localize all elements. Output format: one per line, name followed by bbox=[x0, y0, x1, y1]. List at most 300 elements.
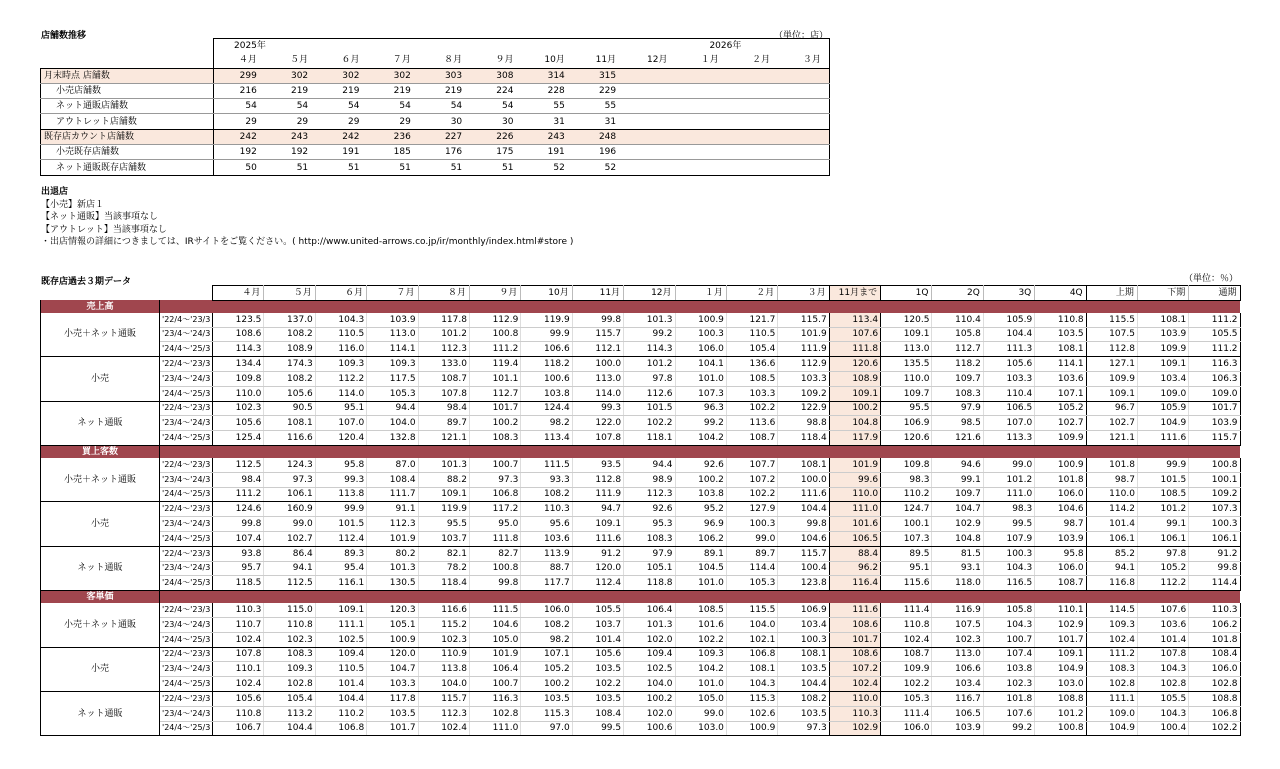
kpi-data-row bbox=[41, 546, 1241, 561]
kpi-value-cell: 100.3 bbox=[726, 517, 777, 532]
kpi-value-cell: 119.4 bbox=[469, 357, 520, 372]
kpi-value-cell: 102.9 bbox=[1035, 617, 1086, 632]
kpi-value-cell: 107.5 bbox=[1086, 327, 1137, 342]
kpi-value-cell: 100.4 bbox=[778, 561, 829, 576]
section-bar bbox=[160, 591, 1241, 604]
kpi-value-cell: 112.3 bbox=[418, 706, 469, 721]
store-count-cell: 243 bbox=[521, 129, 572, 144]
kpi-value-cell: 102.4 bbox=[1086, 632, 1137, 647]
kpi-value-cell: 108.7 bbox=[726, 431, 777, 446]
kpi-value-cell: 89.7 bbox=[418, 416, 469, 431]
kpi-value-cell: 101.6 bbox=[675, 617, 726, 632]
kpi-value-cell: 110.4 bbox=[932, 313, 983, 327]
kpi-value-cell: 112.5 bbox=[213, 458, 264, 472]
kpi-value-cell: 112.1 bbox=[572, 342, 623, 357]
kpi-value-cell: 111.2 bbox=[1189, 313, 1240, 327]
kpi-value-cell: 110.9 bbox=[418, 647, 469, 662]
kpi-value-cell: 100.8 bbox=[1189, 458, 1240, 472]
kpi-value-cell: 108.6 bbox=[213, 327, 264, 342]
kpi-value-cell: 96.7 bbox=[1086, 401, 1137, 416]
header-blank bbox=[41, 53, 214, 68]
kpi-value-cell: 103.3 bbox=[367, 677, 418, 692]
kpi-value-cell: 102.4 bbox=[213, 677, 264, 692]
kpi-value-cell: 111.8 bbox=[829, 342, 880, 357]
kpi-value-cell: 118.1 bbox=[624, 431, 675, 446]
column-header: ２月 bbox=[726, 286, 777, 301]
kpi-value-cell: 108.1 bbox=[778, 647, 829, 662]
kpi-value-cell: 103.9 bbox=[1035, 531, 1086, 546]
kpi-value-cell: 103.7 bbox=[418, 531, 469, 546]
kpi-value-cell: 109.8 bbox=[213, 371, 264, 386]
store-count-cell: 30 bbox=[419, 114, 470, 129]
kpi-value-cell: 88.4 bbox=[829, 546, 880, 561]
kpi-value-cell: 112.4 bbox=[315, 531, 366, 546]
kpi-value-cell: 117.5 bbox=[367, 371, 418, 386]
kpi-value-cell: 111.4 bbox=[881, 603, 932, 617]
kpi-value-cell: 104.4 bbox=[264, 721, 315, 736]
kpi-data-row bbox=[41, 561, 1241, 576]
kpi-value-cell: 113.8 bbox=[418, 662, 469, 677]
group-label: ネット通販 bbox=[41, 401, 160, 445]
kpi-value-cell: 102.3 bbox=[264, 632, 315, 647]
kpi-value-cell: 99.2 bbox=[675, 416, 726, 431]
kpi-value-cell: 95.8 bbox=[1035, 546, 1086, 561]
kpi-value-cell: 100.3 bbox=[675, 327, 726, 342]
kpi-value-cell: 106.0 bbox=[521, 603, 572, 617]
kpi-value-cell: 113.8 bbox=[315, 487, 366, 502]
kpi-value-cell: 123.8 bbox=[778, 576, 829, 591]
period-label: '24/4～'25/3 bbox=[160, 487, 213, 502]
kpi-value-cell: 112.2 bbox=[315, 371, 366, 386]
kpi-data-row bbox=[41, 342, 1241, 357]
group-label: ネット通販 bbox=[41, 546, 160, 590]
kpi-value-cell: 104.9 bbox=[1086, 721, 1137, 736]
kpi-value-cell: 106.9 bbox=[778, 603, 829, 617]
period-label: '24/4～'25/3 bbox=[160, 721, 213, 736]
kpi-value-cell: 109.9 bbox=[1035, 431, 1086, 446]
kpi-value-cell: 99.8 bbox=[778, 517, 829, 532]
kpi-value-cell: 115.5 bbox=[1086, 313, 1137, 327]
kpi-value-cell: 114.5 bbox=[1086, 603, 1137, 617]
kpi-value-cell: 115.2 bbox=[418, 617, 469, 632]
period-label: '23/4～'24/3 bbox=[160, 371, 213, 386]
column-header: 12月 bbox=[624, 286, 675, 301]
kpi-value-cell: 100.2 bbox=[675, 472, 726, 487]
month-header: 12月 bbox=[624, 53, 675, 68]
kpi-value-cell: 95.4 bbox=[315, 561, 366, 576]
store-count-cell bbox=[727, 68, 778, 83]
store-count-cell bbox=[624, 114, 675, 129]
kpi-value-cell: 106.8 bbox=[315, 721, 366, 736]
kpi-value-cell: 93.8 bbox=[213, 546, 264, 561]
kpi-value-cell: 105.1 bbox=[367, 617, 418, 632]
kpi-value-cell: 113.0 bbox=[367, 327, 418, 342]
kpi-value-cell: 110.8 bbox=[1035, 313, 1086, 327]
kpi-value-cell: 104.3 bbox=[315, 313, 366, 327]
store-count-cell: 196 bbox=[573, 145, 624, 160]
column-header: 10月 bbox=[521, 286, 572, 301]
kpi-value-cell: 95.0 bbox=[469, 517, 520, 532]
column-header: ５月 bbox=[264, 286, 315, 301]
period-label: '23/4～'24/3 bbox=[160, 662, 213, 677]
store-count-cell: 52 bbox=[521, 160, 572, 175]
column-header: ６月 bbox=[315, 286, 366, 301]
kpi-value-cell: 89.5 bbox=[881, 546, 932, 561]
store-count-cell: 219 bbox=[367, 83, 418, 98]
kpi-value-cell: 110.4 bbox=[983, 386, 1034, 401]
kpi-value-cell: 82.7 bbox=[469, 546, 520, 561]
column-header: 上期 bbox=[1086, 286, 1137, 301]
kpi-value-cell: 115.3 bbox=[521, 706, 572, 721]
kpi-value-cell: 101.5 bbox=[315, 517, 366, 532]
kpi-value-cell: 104.2 bbox=[675, 431, 726, 446]
kpi-value-cell: 99.8 bbox=[469, 576, 520, 591]
kpi-value-cell: 108.5 bbox=[1137, 487, 1188, 502]
year-cell bbox=[316, 39, 367, 54]
kpi-value-cell: 111.0 bbox=[983, 487, 1034, 502]
kpi-value-cell: 95.7 bbox=[213, 561, 264, 576]
kpi-value-cell: 101.2 bbox=[1035, 706, 1086, 721]
kpi-value-cell: 105.1 bbox=[624, 561, 675, 576]
kpi-value-cell: 109.1 bbox=[572, 517, 623, 532]
kpi-value-cell: 103.9 bbox=[1189, 416, 1240, 431]
kpi-value-cell: 106.9 bbox=[881, 416, 932, 431]
store-count-cell: 54 bbox=[470, 99, 521, 114]
group-label: 小売＋ネット通販 bbox=[41, 603, 160, 647]
kpi-value-cell: 108.2 bbox=[264, 371, 315, 386]
kpi-value-cell: 111.0 bbox=[829, 502, 880, 517]
kpi-value-cell: 116.5 bbox=[983, 576, 1034, 591]
kpi-value-cell: 101.4 bbox=[315, 677, 366, 692]
kpi-value-cell: 102.8 bbox=[1137, 677, 1188, 692]
kpi-value-cell: 120.3 bbox=[367, 603, 418, 617]
kpi-value-cell: 111.1 bbox=[315, 617, 366, 632]
kpi-value-cell: 124.3 bbox=[264, 458, 315, 472]
kpi-value-cell: 111.8 bbox=[469, 531, 520, 546]
store-count-cell: 54 bbox=[367, 99, 418, 114]
kpi-value-cell: 110.3 bbox=[521, 502, 572, 517]
section-title: 売上高 bbox=[41, 300, 160, 313]
kpi-value-cell: 105.6 bbox=[264, 386, 315, 401]
store-count-table bbox=[40, 38, 830, 176]
kpi-value-cell: 104.8 bbox=[932, 531, 983, 546]
kpi-value-cell: 101.9 bbox=[367, 531, 418, 546]
kpi-value-cell: 119.9 bbox=[418, 502, 469, 517]
kpi-value-cell: 115.6 bbox=[881, 576, 932, 591]
kpi-value-cell: 95.3 bbox=[624, 517, 675, 532]
kpi-value-cell: 105.6 bbox=[213, 691, 264, 706]
kpi-value-cell: 102.8 bbox=[469, 706, 520, 721]
kpi-value-cell: 106.0 bbox=[1035, 561, 1086, 576]
kpi-section-header bbox=[41, 300, 1241, 313]
kpi-value-cell: 112.3 bbox=[367, 517, 418, 532]
month-header: ８月 bbox=[419, 53, 470, 68]
kpi-value-cell: 98.8 bbox=[778, 416, 829, 431]
kpi-value-cell: 103.9 bbox=[932, 721, 983, 736]
kpi-value-cell: 127.9 bbox=[726, 502, 777, 517]
kpi-value-cell: 97.9 bbox=[932, 401, 983, 416]
kpi-value-cell: 104.0 bbox=[624, 677, 675, 692]
kpi-value-cell: 114.4 bbox=[726, 561, 777, 576]
kpi-value-cell: 100.9 bbox=[367, 632, 418, 647]
kpi-value-cell: 114.0 bbox=[315, 386, 366, 401]
kpi-data-row bbox=[41, 603, 1241, 617]
store-count-cell: 191 bbox=[521, 145, 572, 160]
kpi-value-cell: 107.6 bbox=[983, 706, 1034, 721]
kpi-value-cell: 105.5 bbox=[1189, 327, 1240, 342]
kpi-value-cell: 103.5 bbox=[778, 662, 829, 677]
kpi-value-cell: 104.6 bbox=[778, 531, 829, 546]
kpi-value-cell: 102.2 bbox=[572, 677, 623, 692]
kpi-value-cell: 100.7 bbox=[983, 632, 1034, 647]
kpi-value-cell: 121.7 bbox=[726, 313, 777, 327]
kpi-value-cell: 108.8 bbox=[1035, 691, 1086, 706]
kpi-value-cell: 100.9 bbox=[1035, 458, 1086, 472]
kpi-value-cell: 118.0 bbox=[932, 576, 983, 591]
kpi-value-cell: 110.8 bbox=[881, 617, 932, 632]
kpi-value-cell: 109.3 bbox=[675, 647, 726, 662]
kpi-value-cell: 94.1 bbox=[1086, 561, 1137, 576]
kpi-value-cell: 101.7 bbox=[469, 401, 520, 416]
kpi-value-cell: 100.7 bbox=[469, 458, 520, 472]
kpi-value-cell: 112.3 bbox=[624, 487, 675, 502]
kpi-value-cell: 114.4 bbox=[1189, 576, 1240, 591]
kpi-value-cell: 101.0 bbox=[675, 576, 726, 591]
kpi-value-cell: 98.5 bbox=[932, 416, 983, 431]
kpi-value-cell: 113.0 bbox=[881, 342, 932, 357]
store-count-cell: 299 bbox=[214, 68, 265, 83]
kpi-value-cell: 82.1 bbox=[418, 546, 469, 561]
kpi-value-cell: 102.4 bbox=[881, 632, 932, 647]
kpi-value-cell: 94.6 bbox=[932, 458, 983, 472]
kpi-value-cell: 130.5 bbox=[367, 576, 418, 591]
kpi-value-cell: 105.6 bbox=[572, 647, 623, 662]
store-count-cell bbox=[675, 99, 726, 114]
kpi-value-cell: 115.7 bbox=[418, 691, 469, 706]
kpi-value-cell: 100.2 bbox=[521, 677, 572, 692]
kpi-value-cell: 108.1 bbox=[1035, 342, 1086, 357]
kpi-value-cell: 109.2 bbox=[778, 386, 829, 401]
kpi-value-cell: 107.6 bbox=[1137, 603, 1188, 617]
kpi-value-cell: 100.9 bbox=[726, 721, 777, 736]
kpi-value-cell: 106.3 bbox=[1189, 371, 1240, 386]
kpi-value-cell: 100.0 bbox=[572, 357, 623, 372]
kpi-value-cell: 111.7 bbox=[367, 487, 418, 502]
kpi-value-cell: 102.0 bbox=[624, 632, 675, 647]
kpi-value-cell: 116.0 bbox=[315, 342, 366, 357]
kpi-value-cell: 105.2 bbox=[1035, 401, 1086, 416]
kpi-value-cell: 102.3 bbox=[418, 632, 469, 647]
kpi-value-cell: 113.4 bbox=[829, 313, 880, 327]
kpi-value-cell: 111.6 bbox=[1137, 431, 1188, 446]
kpi-value-cell: 113.3 bbox=[983, 431, 1034, 446]
kpi-value-cell: 99.0 bbox=[983, 458, 1034, 472]
kpi-value-cell: 97.8 bbox=[1137, 546, 1188, 561]
kpi-value-cell: 102.1 bbox=[726, 632, 777, 647]
kpi-value-cell: 106.1 bbox=[1189, 531, 1240, 546]
kpi-value-cell: 101.7 bbox=[829, 632, 880, 647]
kpi-value-cell: 113.2 bbox=[264, 706, 315, 721]
note-line: 【ネット通販】当該事項なし bbox=[41, 212, 159, 223]
kpi-value-cell: 89.1 bbox=[675, 546, 726, 561]
kpi-value-cell: 110.8 bbox=[264, 617, 315, 632]
kpi-value-cell: 116.7 bbox=[932, 691, 983, 706]
kpi-value-cell: 98.7 bbox=[1086, 472, 1137, 487]
store-count-cell: 242 bbox=[316, 129, 367, 144]
kpi-value-cell: 109.1 bbox=[315, 603, 366, 617]
kpi-value-cell: 108.3 bbox=[264, 647, 315, 662]
kpi-value-cell: 114.3 bbox=[213, 342, 264, 357]
kpi-value-cell: 116.1 bbox=[315, 576, 366, 591]
store-count-cell: 248 bbox=[573, 129, 624, 144]
kpi-value-cell: 103.8 bbox=[521, 386, 572, 401]
kpi-value-cell: 101.0 bbox=[675, 371, 726, 386]
store-count-cell bbox=[624, 68, 675, 83]
kpi-data-row bbox=[41, 371, 1241, 386]
kpi-value-cell: 112.3 bbox=[418, 342, 469, 357]
kpi-value-cell: 120.4 bbox=[315, 431, 366, 446]
kpi-value-cell: 114.0 bbox=[572, 386, 623, 401]
kpi-value-cell: 108.4 bbox=[1189, 647, 1240, 662]
kpi-value-cell: 86.4 bbox=[264, 546, 315, 561]
kpi-value-cell: 100.2 bbox=[469, 416, 520, 431]
kpi-value-cell: 102.2 bbox=[624, 416, 675, 431]
kpi-value-cell: 111.5 bbox=[469, 603, 520, 617]
kpi-value-cell: 104.4 bbox=[778, 502, 829, 517]
kpi-value-cell: 94.1 bbox=[264, 561, 315, 576]
kpi-value-cell: 101.9 bbox=[829, 458, 880, 472]
month-header: ７月 bbox=[367, 53, 418, 68]
kpi-value-cell: 99.3 bbox=[572, 401, 623, 416]
store-count-cell: 236 bbox=[367, 129, 418, 144]
kpi-value-cell: 107.4 bbox=[213, 531, 264, 546]
store-count-cell: 228 bbox=[521, 83, 572, 98]
kpi-value-cell: 103.3 bbox=[778, 371, 829, 386]
kpi-value-cell: 100.0 bbox=[778, 472, 829, 487]
kpi-value-cell: 102.2 bbox=[675, 632, 726, 647]
kpi-value-cell: 94.4 bbox=[367, 401, 418, 416]
kpi-data-row bbox=[41, 472, 1241, 487]
year-cell bbox=[367, 39, 418, 54]
kpi-value-cell: 108.2 bbox=[778, 691, 829, 706]
kpi-data-row bbox=[41, 576, 1241, 591]
column-header: ９月 bbox=[469, 286, 520, 301]
kpi-value-cell: 100.8 bbox=[469, 327, 520, 342]
year-2025-label: 2025年 bbox=[214, 39, 265, 54]
kpi-value-cell: 101.8 bbox=[1086, 458, 1137, 472]
kpi-value-cell: 108.6 bbox=[829, 617, 880, 632]
kpi-value-cell: 105.2 bbox=[1137, 561, 1188, 576]
kpi-value-cell: 104.6 bbox=[1035, 502, 1086, 517]
kpi-value-cell: 107.2 bbox=[829, 662, 880, 677]
kpi-value-cell: 103.5 bbox=[572, 662, 623, 677]
kpi-value-cell: 101.0 bbox=[675, 677, 726, 692]
kpi-value-cell: 104.5 bbox=[675, 561, 726, 576]
kpi-value-cell: 120.0 bbox=[367, 647, 418, 662]
kpi-value-cell: 104.3 bbox=[1137, 662, 1188, 677]
kpi-value-cell: 97.9 bbox=[624, 546, 675, 561]
kpi-value-cell: 107.6 bbox=[829, 327, 880, 342]
kpi-value-cell: 111.6 bbox=[572, 531, 623, 546]
kpi-value-cell: 112.6 bbox=[624, 386, 675, 401]
section-title: 買上客数 bbox=[41, 445, 160, 458]
store-row bbox=[41, 99, 830, 114]
kpi-value-cell: 106.0 bbox=[1189, 662, 1240, 677]
kpi-value-cell: 90.5 bbox=[264, 401, 315, 416]
kpi-value-cell: 121.6 bbox=[932, 431, 983, 446]
kpi-section-header bbox=[41, 445, 1241, 458]
store-opening-notes bbox=[41, 186, 573, 249]
kpi-value-cell: 115.7 bbox=[1189, 431, 1240, 446]
kpi-data-row bbox=[41, 487, 1241, 502]
kpi-value-cell: 99.1 bbox=[1137, 517, 1188, 532]
period-label: '23/4～'24/3 bbox=[160, 561, 213, 576]
kpi-value-cell: 105.6 bbox=[983, 357, 1034, 372]
store-count-cell bbox=[727, 160, 778, 175]
kpi-value-cell: 103.4 bbox=[1137, 371, 1188, 386]
kpi-value-cell: 97.3 bbox=[469, 472, 520, 487]
kpi-value-cell: 111.5 bbox=[521, 458, 572, 472]
kpi-value-cell: 103.5 bbox=[1035, 327, 1086, 342]
kpi-value-cell: 105.0 bbox=[675, 691, 726, 706]
kpi-value-cell: 120.5 bbox=[881, 313, 932, 327]
kpi-value-cell: 134.4 bbox=[213, 357, 264, 372]
kpi-value-cell: 116.6 bbox=[264, 431, 315, 446]
kpi-value-cell: 103.5 bbox=[521, 691, 572, 706]
kpi-value-cell: 111.6 bbox=[778, 487, 829, 502]
kpi-value-cell: 104.9 bbox=[1137, 416, 1188, 431]
kpi-value-cell: 95.8 bbox=[315, 458, 366, 472]
kpi-value-cell: 116.3 bbox=[469, 691, 520, 706]
store-row bbox=[41, 68, 830, 83]
kpi-value-cell: 107.1 bbox=[521, 647, 572, 662]
kpi-value-cell: 103.6 bbox=[521, 531, 572, 546]
kpi-value-cell: 101.7 bbox=[1189, 401, 1240, 416]
kpi-value-cell: 112.5 bbox=[264, 576, 315, 591]
kpi-value-cell: 98.2 bbox=[521, 416, 572, 431]
kpi-data-row bbox=[41, 416, 1241, 431]
period-label: '24/4～'25/3 bbox=[160, 677, 213, 692]
kpi-value-cell: 105.2 bbox=[521, 662, 572, 677]
kpi-value-cell: 113.0 bbox=[932, 647, 983, 662]
store-count-cell: 54 bbox=[214, 99, 265, 114]
kpi-value-cell: 106.0 bbox=[675, 342, 726, 357]
kpi-value-cell: 110.0 bbox=[1086, 487, 1137, 502]
kpi-value-cell: 100.2 bbox=[624, 691, 675, 706]
store-count-cell bbox=[675, 114, 726, 129]
kpi-value-cell: 109.1 bbox=[418, 487, 469, 502]
kpi-value-cell: 102.7 bbox=[1086, 416, 1137, 431]
kpi-value-cell: 104.6 bbox=[469, 617, 520, 632]
kpi-table-title: 既存店過去３期データ bbox=[41, 277, 132, 287]
kpi-data-row bbox=[41, 677, 1241, 692]
kpi-value-cell: 109.1 bbox=[1086, 386, 1137, 401]
kpi-header-row bbox=[41, 286, 1241, 301]
store-header-year-row bbox=[41, 39, 830, 54]
kpi-value-cell: 104.3 bbox=[1137, 706, 1188, 721]
kpi-value-cell: 117.8 bbox=[418, 313, 469, 327]
period-label: '22/4～'23/3 bbox=[160, 603, 213, 617]
column-header: 3Q bbox=[983, 286, 1034, 301]
kpi-value-cell: 110.0 bbox=[829, 691, 880, 706]
kpi-value-cell: 102.3 bbox=[213, 401, 264, 416]
header-blank bbox=[160, 286, 213, 301]
kpi-value-cell: 109.3 bbox=[315, 357, 366, 372]
kpi-value-cell: 103.7 bbox=[572, 617, 623, 632]
kpi-value-cell: 112.7 bbox=[932, 342, 983, 357]
section-bar bbox=[160, 445, 1241, 458]
kpi-value-cell: 108.2 bbox=[521, 617, 572, 632]
